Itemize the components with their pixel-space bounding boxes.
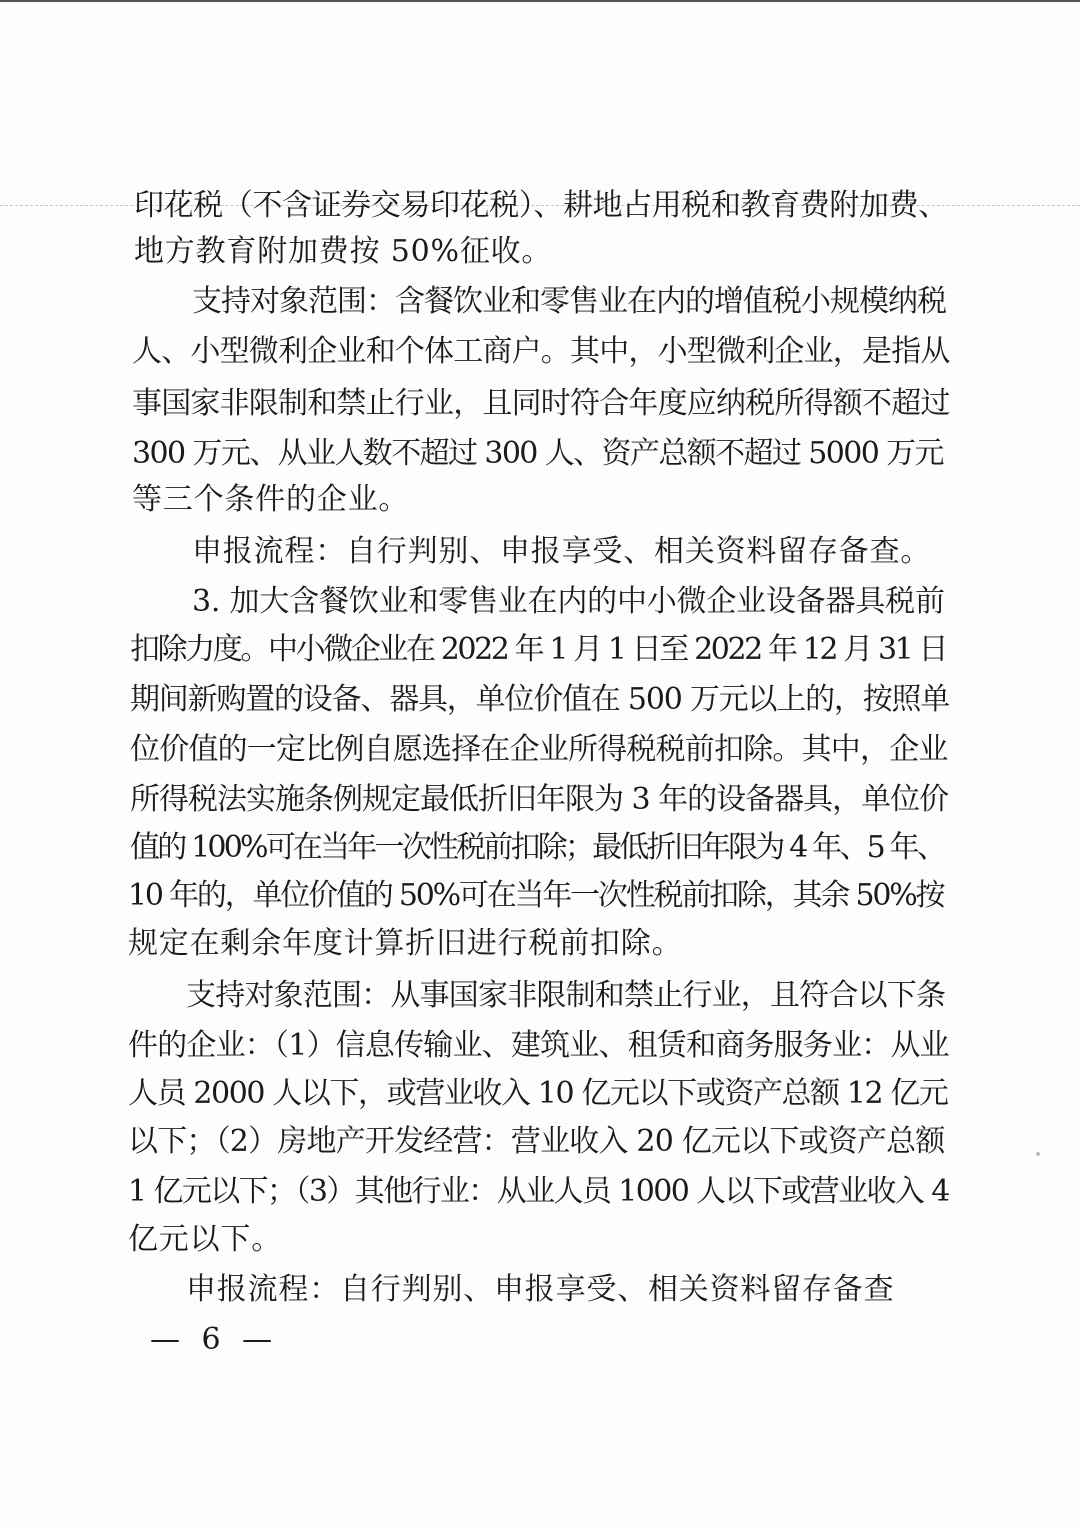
text-line: 印花税（不含证券交易印花税）、耕地占用税和教育费附加费、 [134, 188, 948, 223]
text-line: 3. 加大含餐饮业和零售业在内的中小微企业设备器具税前 [192, 584, 945, 619]
text-line: 扣除力度。中小微企业在 2022 年 1 月 1 日至 2022 年 12 月 31 日 [130, 632, 947, 667]
page-top-border [0, 0, 1080, 2]
text-line: 支持对象范围：含餐饮业和零售业在内的增值税小规模纳税 [192, 284, 946, 319]
text-line: 10 年的，单位价值的 50%可在当年一次性税前扣除，其余 50%按 [128, 878, 944, 913]
text-line: 规定在剩余年度计算折旧进行税前扣除。 [128, 926, 683, 961]
text-line: 件的企业：（1）信息传输业、建筑业、租赁和商务服务业：从业 [128, 1028, 949, 1063]
text-line: 支持对象范围：从事国家非限制和禁止行业，且符合以下条 [186, 978, 946, 1013]
scan-speck [1036, 1152, 1040, 1156]
text-line: 300 万元、从业人数不超过 300 人、资产总额不超过 5000 万元 [132, 436, 943, 471]
text-line: 申报流程：自行判别、申报享受、相关资料留存备查 [186, 1272, 895, 1307]
text-line: 地方教育附加费按 50%征收。 [134, 234, 553, 269]
text-line: 事国家非限制和禁止行业，且同时符合年度应纳税所得额不超过 [132, 386, 950, 421]
text-line: 位价值的一定比例自愿选择在企业所得税税前扣除。其中，企业 [130, 732, 948, 767]
text-line: 人员 2000 人以下，或营业收入 10 亿元以下或资产总额 12 亿元 [128, 1076, 948, 1111]
text-line: 人、小型微利企业和个体工商户。其中，小型微利企业，是指从 [132, 334, 950, 369]
text-line: 所得税法实施条例规定最低折旧年限为 3 年的设备器具，单位价 [130, 782, 949, 817]
text-line: 1 亿元以下；（3）其他行业：从业人员 1000 人以下或营业收入 4 [128, 1174, 949, 1209]
page-number: — 6 — [150, 1322, 279, 1357]
text-line: 亿元以下。 [128, 1222, 282, 1257]
text-line: 等三个条件的企业。 [132, 482, 410, 517]
text-line: 申报流程：自行判别、申报享受、相关资料留存备查。 [192, 534, 932, 569]
text-line: 值的 100%可在当年一次性税前扣除；最低折旧年限为 4 年、5 年、 [130, 830, 945, 865]
text-line: 期间新购置的设备、器具，单位价值在 500 万元以上的，按照单 [130, 682, 950, 717]
text-line: 以下；（2）房地产开发经营：营业收入 20 亿元以下或资产总额 [128, 1124, 945, 1159]
